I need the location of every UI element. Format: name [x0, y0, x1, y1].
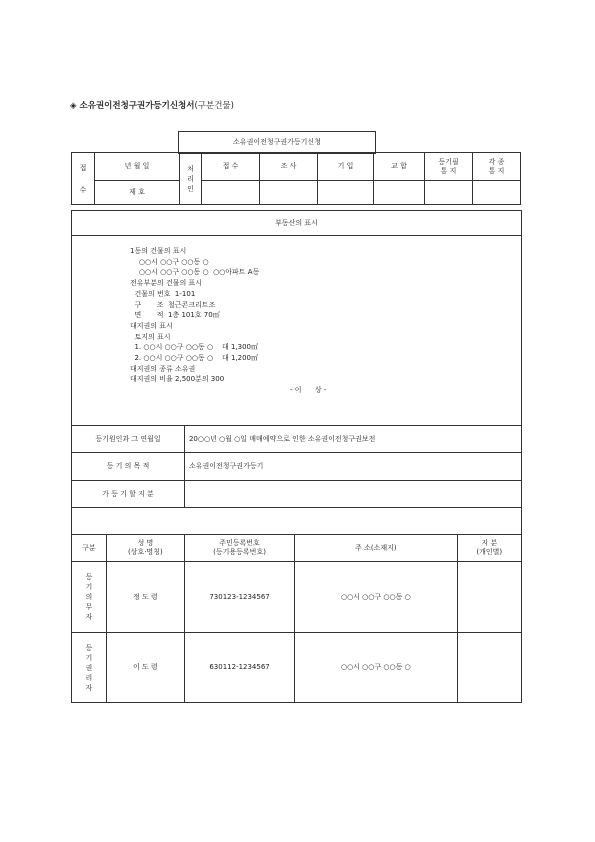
property-line: 1동의 건물의 표시: [130, 247, 187, 255]
role-char: 기: [85, 653, 93, 662]
cheori-char-1: 처: [187, 164, 194, 173]
party-header-name: 성 명 (상호·명칭): [106, 535, 184, 562]
header-deunggipil: 등기필 통 지: [425, 153, 473, 181]
blank-row[interactable]: [72, 508, 522, 535]
portion-value[interactable]: [184, 481, 521, 508]
party-share[interactable]: [457, 633, 521, 703]
party-role-obligor: [72, 562, 107, 633]
header-giip: 기 입: [318, 153, 374, 181]
table-row: [72, 562, 522, 633]
cell-gakjong[interactable]: [473, 181, 521, 205]
property-line: 대지권의 표시: [130, 321, 173, 330]
role-char: 기: [85, 583, 93, 591]
role-char: 무: [85, 603, 93, 611]
document-title: [70, 99, 234, 111]
header-jeopsu: 접 수: [202, 153, 260, 181]
header-josa: 조 사: [260, 153, 318, 181]
property-line: ○○시 ○○구 ○○동 ○ ○○아파트 A동: [130, 268, 260, 277]
role-char: 등: [85, 573, 93, 581]
party-header-gubun: 구분: [72, 535, 107, 562]
cause-label: 등기원인과 그 연월일: [72, 426, 185, 453]
cell-gyohap[interactable]: [374, 181, 425, 205]
header-gakjong: 각 종 통 지: [473, 153, 521, 181]
header-gyohap: 교 합: [374, 153, 425, 181]
party-header-share: 지 분 (개인별): [457, 535, 521, 562]
purpose-label: 등 기 의 목 적: [72, 453, 185, 481]
property-end-mark: - 이 상 -: [290, 386, 327, 395]
title-bullet: ◈: [70, 101, 77, 111]
property-line: 전유부분의 건물의 표시: [130, 279, 203, 288]
cheori-char-2: 리: [187, 174, 194, 183]
role-char: 의: [85, 593, 93, 601]
role-char: 자: [85, 683, 93, 692]
property-line: 1. ○○시 ○○구 ○○동 ○ 대 1,300㎡: [130, 343, 258, 352]
property-line: 면 적 1층 101호 70㎡: [130, 311, 220, 320]
party-role-obligee: [72, 633, 107, 703]
receipt-banner: 소유권이전청구권가등기신청: [179, 132, 376, 154]
title-paren: (구분건물): [194, 101, 234, 111]
jeop-char-2: 수: [79, 185, 87, 194]
receipt-table: [71, 152, 521, 205]
cell-jeopsu[interactable]: [202, 181, 260, 205]
receipt-jeho: 제 호: [95, 181, 180, 205]
cell-giip[interactable]: [318, 181, 374, 205]
purpose-value[interactable]: 소유권이전청구권가등기: [184, 453, 521, 481]
property-line: 건물의 번호 1-101: [130, 289, 196, 298]
receipt-banner-table: [178, 131, 376, 154]
role-char: 리: [85, 673, 93, 682]
property-line: 대지권의 종류 소유권: [130, 364, 196, 373]
cause-value[interactable]: 20○○년 ○월 ○일 매매예약으로 인한 소유권이전청구권보전: [184, 426, 521, 453]
receipt-jeop-label: [72, 153, 95, 205]
main-table: [71, 210, 522, 703]
receipt-cheori-label: [180, 153, 202, 205]
property-line: 대지권의 비율 2,500분의 300: [130, 375, 225, 384]
role-char: 자: [85, 613, 93, 621]
portion-label: 가 등 기 할 지 분: [72, 481, 185, 508]
property-line: 구 조 철근콘크리트조: [130, 300, 216, 309]
party-name[interactable]: 정 도 령: [106, 562, 184, 633]
role-char: 권: [85, 663, 93, 672]
party-name[interactable]: 이 도 령: [106, 633, 184, 703]
property-header: 부동산의 표시: [72, 211, 522, 236]
party-address[interactable]: ○○시 ○○구 ○○동 ○: [295, 562, 457, 633]
property-body: [72, 236, 522, 426]
party-header-regno: 주민등록번호 (등기용등록번호): [184, 535, 294, 562]
title-main: 소유권이전청구권가등기신청서: [79, 101, 195, 111]
receipt-ymd: 년 월 일: [95, 153, 180, 181]
property-line: 토지의 표시: [130, 332, 171, 341]
role-char: 등: [85, 643, 93, 652]
party-header-address: 주 소(소재지): [295, 535, 457, 562]
jeop-char-1: 접: [79, 163, 87, 172]
party-share[interactable]: [457, 562, 521, 633]
cell-deunggipil[interactable]: [425, 181, 473, 205]
party-regno[interactable]: 630112-1234567: [184, 633, 294, 703]
cell-josa[interactable]: [260, 181, 318, 205]
party-address[interactable]: ○○시 ○○구 ○○동 ○: [295, 633, 457, 703]
cheori-char-3: 인: [187, 184, 194, 193]
party-regno[interactable]: 730123-1234567: [184, 562, 294, 633]
property-line: ○○시 ○○구 ○○동 ○: [130, 257, 209, 266]
property-line: 2. ○○시 ○○구 ○○동 ○ 대 1,200㎡: [130, 354, 258, 363]
table-row: [72, 633, 522, 703]
